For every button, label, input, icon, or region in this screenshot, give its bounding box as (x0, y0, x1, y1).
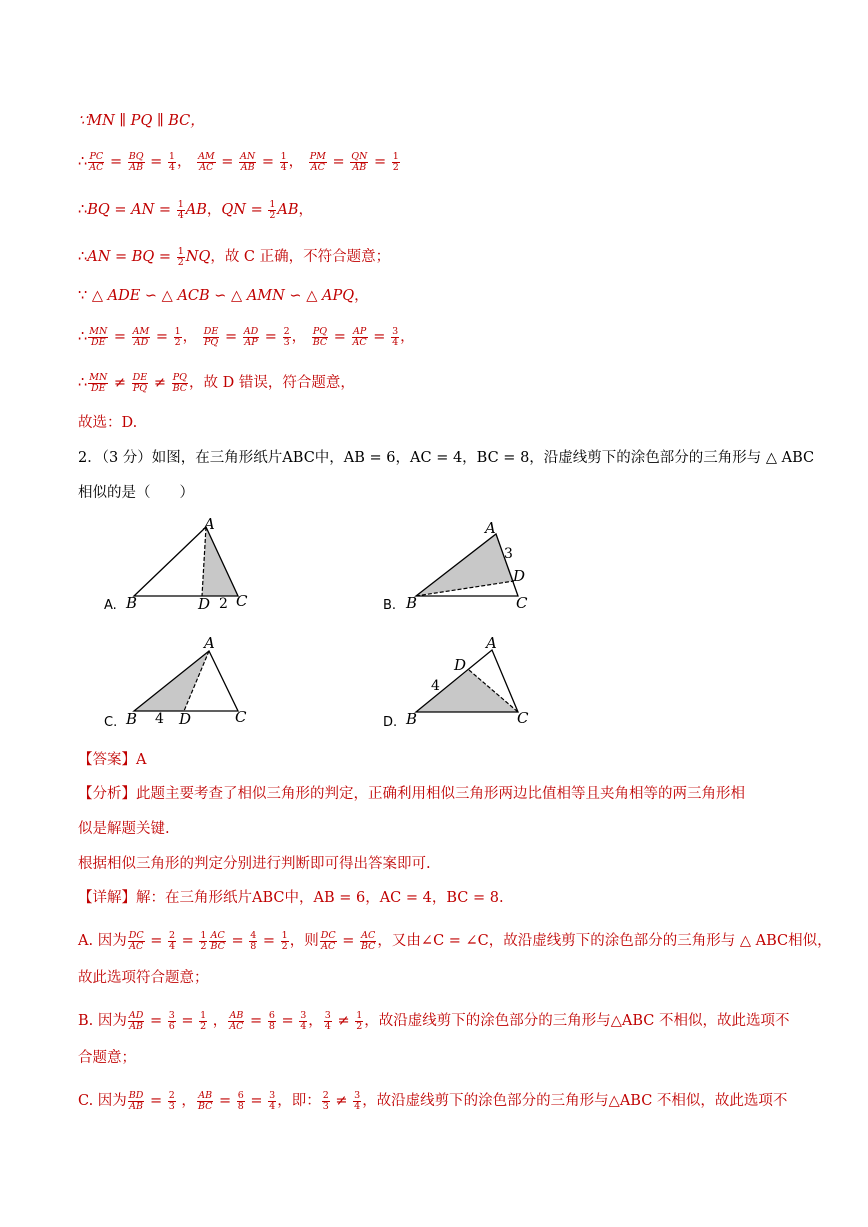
fig-b-length: 3 (504, 546, 513, 562)
detail-option-b-cont: 合题意； (78, 1050, 136, 1066)
answer-line: 【答案】A (78, 752, 147, 768)
fig-c-length: 4 (155, 711, 164, 727)
ratio-line-1: ∴ $\frac{PC}{AC}$ = $\frac{BQ}{AB}$ = $\frac{1}{4}$ ， $\frac{AM}{AC}$ = $\frac{AN}{AB}$ = $\frac{1}{4}$ ， $\frac{PM}{AC}$ = $\frac{QN}{AB}$ = $\frac{1}{2}$ (78, 150, 399, 173)
option-d-label: D. (383, 715, 398, 730)
detail-option-c: C. 因为 $\frac{BD}{AB}$ = $\frac{2}{3}$ ， $\frac{AB}{BC}$ = $\frac{6}{8}$ = $\frac{3}{4}$ ，即： $\frac{2}{3}$ ≠ $\frac{3}{4}$ ，故沿虚线剪下的涂色部分的三角形与△ABC 不相似，故此选项不 (78, 1089, 788, 1112)
fig-a-pt-b: B (126, 594, 138, 612)
analysis-line-1: 【分析】此题主要考查了相似三角形的判定，正确利用相似三角形两边比值相等且夹角相等的两三角形相 (78, 786, 745, 802)
similar-chain-line: ∵ △ ADE ∽ △ ACB ∽ △ AMN ∽ △ APQ， (78, 288, 369, 304)
figure-a (120, 515, 260, 615)
fig-d-pt-d: D (454, 656, 467, 674)
figure-b (400, 515, 550, 615)
bq-an-line: ∴BQ = AN = $\frac{1}{4}$ AB，QN = $\frac{1}{2}$ AB， (78, 198, 314, 221)
fig-b-pt-a: A (485, 519, 496, 537)
fig-d-pt-a: A (486, 634, 497, 652)
choose-line: 故选：D. (78, 415, 138, 431)
fig-c-pt-c: C (235, 708, 247, 726)
an-bq-line: ∴AN = BQ = $\frac{1}{2}$ NQ，故 C 正确，不符合题意； (78, 245, 391, 268)
fig-a-pt-d: D (198, 595, 211, 613)
figure-d (400, 632, 550, 732)
detail-option-a: A. 因为 $\frac{DC}{AC}$ = $\frac{2}{4}$ = $\frac{1}{2}$ $\frac{AC}{BC}$ = $\frac{4}{8}$ = $\frac{1}{2}$ ，则 $\frac{DC}{AC}$ = $\frac{AC}{BC}$ ，又由∠C = ∠C，故沿虚线剪下的涂色部分的三角形与 △ ABC相似， (78, 929, 832, 952)
fig-a-pt-c: C (236, 592, 248, 610)
fig-d-length: 4 (431, 678, 440, 694)
question-2-stem: 2．（3 分）如图，在三角形纸片ABC中，AB = 6，AC = 4，BC = 8，沿虚线剪下的涂色部分的三角形与 △ ABC (78, 450, 815, 466)
ratio-line-3: ∴ $\frac{MN}{DE}$ ≠ $\frac{DE}{PQ}$ ≠ $\frac{PQ}{BC}$ ，故 D 错误，符合题意， (78, 371, 355, 394)
fig-c-pt-b: B (126, 710, 138, 728)
fig-a-pt-a: A (204, 515, 215, 533)
parallel-statement: ∵MN ∥ PQ ∥ BC， (78, 113, 205, 129)
fig-d-pt-b: B (406, 710, 418, 728)
figure-c (120, 632, 260, 732)
fig-c-pt-a: A (204, 634, 215, 652)
fig-b-pt-b: B (406, 594, 418, 612)
option-a-label: A. (104, 598, 117, 613)
option-b-label: B. (383, 598, 397, 613)
fig-d-pt-c: C (517, 709, 529, 727)
detail-line: 【详解】解：在三角形纸片ABC中，AB = 6，AC = 4，BC = 8. (78, 890, 504, 906)
detail-option-a-cont: 故此选项符合题意； (78, 970, 209, 986)
fig-c-pt-d: D (179, 710, 192, 728)
ratio-line-2: ∴ $\frac{MN}{DE}$ = $\frac{AM}{AD}$ = $\frac{1}{2}$ ， $\frac{DE}{PQ}$ = $\frac{AD}{AP}$ = $\frac{2}{3}$ ， $\frac{PQ}{BC}$ = $\frac{AP}{AC}$ = $\frac{3}{4}$ ， (78, 325, 415, 348)
analysis-line-3: 根据相似三角形的判定分别进行判断即可得出答案即可. (78, 856, 431, 872)
question-2-stem-cont: 相似的是（ ） (78, 485, 194, 501)
fig-a-length: 2 (219, 596, 228, 612)
fig-b-pt-c: C (516, 594, 528, 612)
option-c-label: C. (104, 715, 118, 730)
fig-b-pt-d: D (513, 567, 526, 585)
detail-option-b: B. 因为 $\frac{AD}{AB}$ = $\frac{3}{6}$ = $\frac{1}{2}$ ， $\frac{AB}{AC}$ = $\frac{6}{8}$ = $\frac{3}{4}$ ， $\frac{3}{4}$ ≠ $\frac{1}{2}$ ，故沿虚线剪下的涂色部分的三角形与△ABC 不相似，故此选项不 (78, 1009, 790, 1032)
analysis-line-2: 似是解题关键. (78, 821, 170, 837)
